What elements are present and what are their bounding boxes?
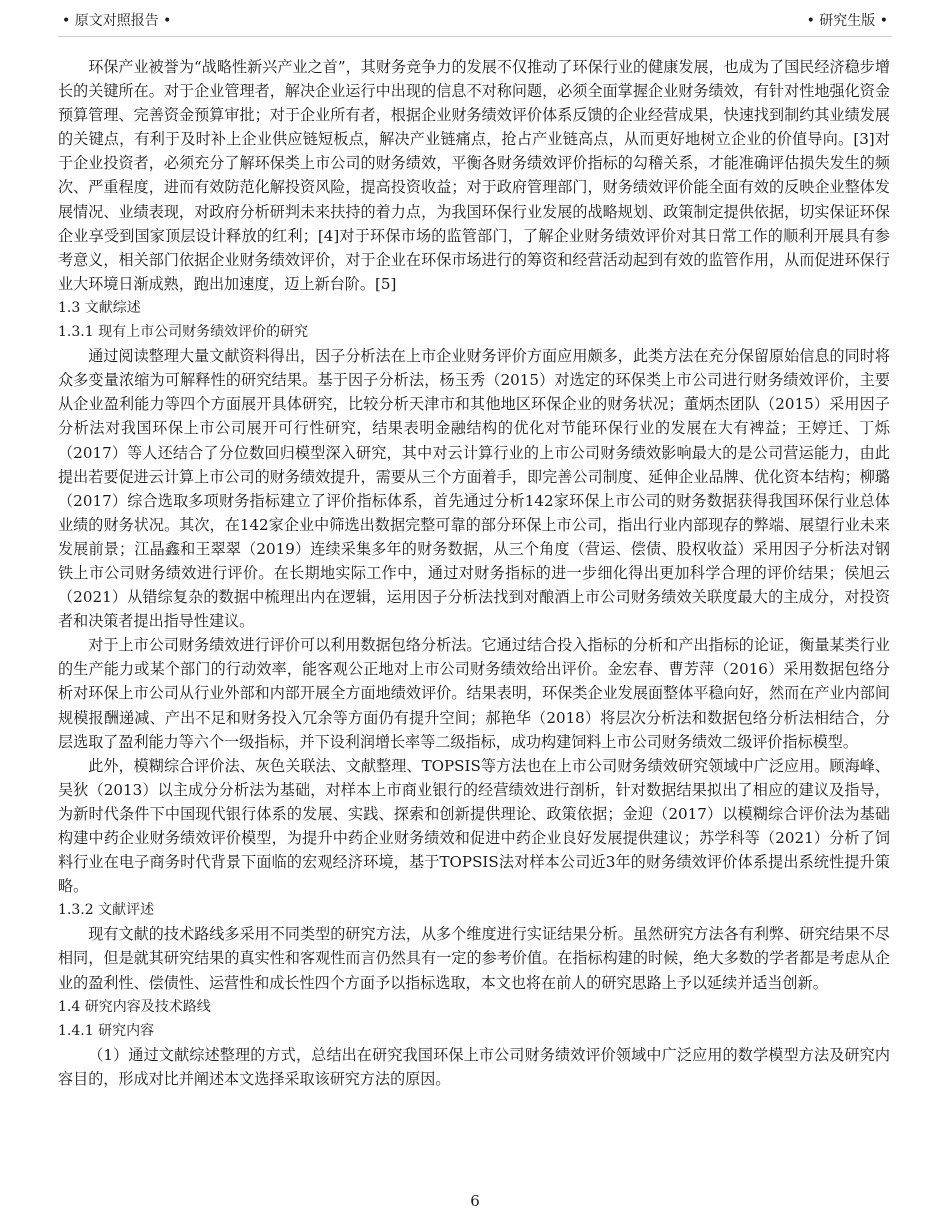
paragraph-research-content-1: （1）通过文献综述整理的方式，总结出在研究我国环保上市公司财务绩效评价领域中广泛应用的数学模型方法及研究内容目的，形成对比并阐述本文选择采取该研究方法的原因。 — [58, 1045, 890, 1088]
section-heading-1-3-1: 1.3.1 现有上市公司财务绩效评价的研究 — [58, 324, 309, 341]
paragraph-dea: 对于上市公司财务绩效进行评价可以利用数据包络分析法。它通过结合投入指标的分析和产出指标的论证，衡量某类行业的生产能力或某个部门的行动效率，能客观公正地对上市公司财务绩效给出评价。金宏春、曹芳萍（2016）采用数据包络分析对环保上市公司从行业外部和内部开展全方面地绩效评价。结果表明，环保类企业发展面整体平稳向好，然而在产业内部间规模报酬递减、产出不足和财务投入冗余等方面仍有提升空间；郝艳华（2018）将层次分析法和数据包络分析法相结合，分层选取了盈利能力等六个一级指标，并下设利润增长率等二级指标，成功构建饲料上市公司财务绩效二级评价指标模型。 — [58, 636, 890, 751]
paragraph-significance: 环保产业被誉为“战略性新兴产业之首”，其财务竞争力的发展不仅推动了环保行业的健康发展，也成为了国民经济稳步增长的关键所在。对于企业管理者，解决企业运行中出现的信息不对称问题，必须全面掌握企业财务绩效，有针对性地强化资金预算管理、完善资金预算审批；对于企业所有者，根据企业财务绩效评价体系反馈的企业经营成果，快速找到制约其业绩发展的关键点，有利于及时补上企业供应链短板点，解决产业链痛点，抢占产业链高点，从而更好地树立企业的价值导向。[3]对于企业投资者，必须充分了解环保类上市公司的财务绩效，平衡各财务绩效评价指标的勾稽关系，才能准确评估损失发生的频次、严重程度，进而有效防范化解投资风险，提高投资收益；对于政府管理部门，财务绩效评价能全面有效的反映企业整体发展情况、业绩表现，对政府分析研判未来扶持的着力点，为我国环保行业发展的战略规划、政策制定提供依据，切实保证环保企业享受到国家顶层设计释放的红利；[4]对于环保市场的监管部门，了解企业财务绩效评价对其日常工作的顺利开展具有参考意义，相关部门依据企业财务绩效评价，对于企业在环保市场进行的筹资和经营活动起到有效的监管作用，从而促进环保行业大环境日渐成熟，跑出加速度，迈上新台阶。[5] — [58, 58, 890, 293]
page-number: 6 — [470, 1192, 480, 1210]
paragraph-factor-analysis: 通过阅读整理大量文献资料得出，因子分析法在上市企业财务评价方面应用颇多，此类方法在充分保留原始信息的同时将众多变量浓缩为可解释性的研究结果。基于因子分析法，杨玉秀（2015）对选定的环保类上市公司进行财务绩效评价，主要从企业盈利能力等四个方面展开具体研究，比较分析天津市和其他地区环保企业的财务状况；董炳杰团队（2015）采用因子分析法对我国环保上市公司展开可行性研究，结果表明金融结构的优化对节能环保行业的发展在大有裨益；王婷迁、丁烁（2017）等人还结合了分位数回归模型深入研究，其中对云计算行业的上市公司财务绩效影响最大的是公司营运能力，由此提出若要促进云计算上市公司的财务绩效提升，需要从三个方面着手，即完善公司制度、延伸企业品牌、优化资本结构；柳璐（2017）综合选取多项财务指标建立了评价指标体系，首先通过分析142家环保上市公司的财务数据获得我国环保行业总体业绩的财务状况。其次，在142家企业中筛选出数据完整可靠的部分环保上市公司，指出行业内部现存的弊端、展望行业未来发展前景；江晶鑫和王翠翠（2019）连续采集多年的财务数据，从三个角度（营运、偿债、股权收益）采用因子分析法对钢铁上市公司财务绩效进行评价。在长期地实际工作中，通过对财务指标的进一步细化得出更加科学合理的评价结果；侯旭云（2021）从错综复杂的数据中梳理出内在逻辑，运用因子分析法找到对酿酒上市公司财务绩效关联度最大的主成分，对投资者和决策者提出指导性建议。 — [58, 347, 890, 631]
paragraph-other-methods: 此外，模糊综合评价法、灰色关联法、文献整理、TOPSIS等方法也在上市公司财务绩效研究领域中广泛应用。顾海峰、吴狄（2013）以主成分分析法为基础，对样本上市商业银行的经营绩效进行剖析，针对数据结果拟出了相应的建议及指导，为新时代条件下中国现代银行体系的发展、实践、探索和创新提供理论、政策依据；金迎（2017）以模糊综合评价法为基础构建中药企业财务绩效评价模型，为提升中药企业财务绩效和促进中药企业良好发展提供建议；苏学科等（2021）分析了饲料行业在电子商务时代背景下面临的宏观经济环境，基于TOPSIS法对样本公司近3年的财务绩效评价体系提出系统性提升策略。 — [58, 756, 890, 896]
header-divider — [58, 36, 892, 37]
section-heading-1-4-1: 1.4.1 研究内容 — [58, 1022, 155, 1039]
section-heading-1-3-2: 1.3.2 文献评述 — [58, 902, 155, 919]
header-left-label: • 原文对照报告 • — [62, 13, 172, 29]
section-heading-1-4: 1.4 研究内容及技术路线 — [58, 998, 211, 1015]
document-body — [58, 55, 890, 1091]
page-header — [0, 8, 950, 32]
header-right-label: • 研究生版 • — [806, 13, 888, 29]
paragraph-literature-review: 现有文献的技术路线多采用不同类型的研究方法，从多个维度进行实证结果分析。虽然研究方法各有利弊、研究结果不尽相同，但是就其研究结果的真实性和客观性而言仍然具有一定的参考价值。在指标构建的时候，绝大多数的学者都是考虑从企业的盈利性、偿债性、运营性和成长性四个方面予以指标选取，本文也将在前人的研究思路上予以延续并适当创新。 — [58, 925, 890, 992]
section-heading-1-3: 1.3 文献综述 — [58, 299, 141, 316]
